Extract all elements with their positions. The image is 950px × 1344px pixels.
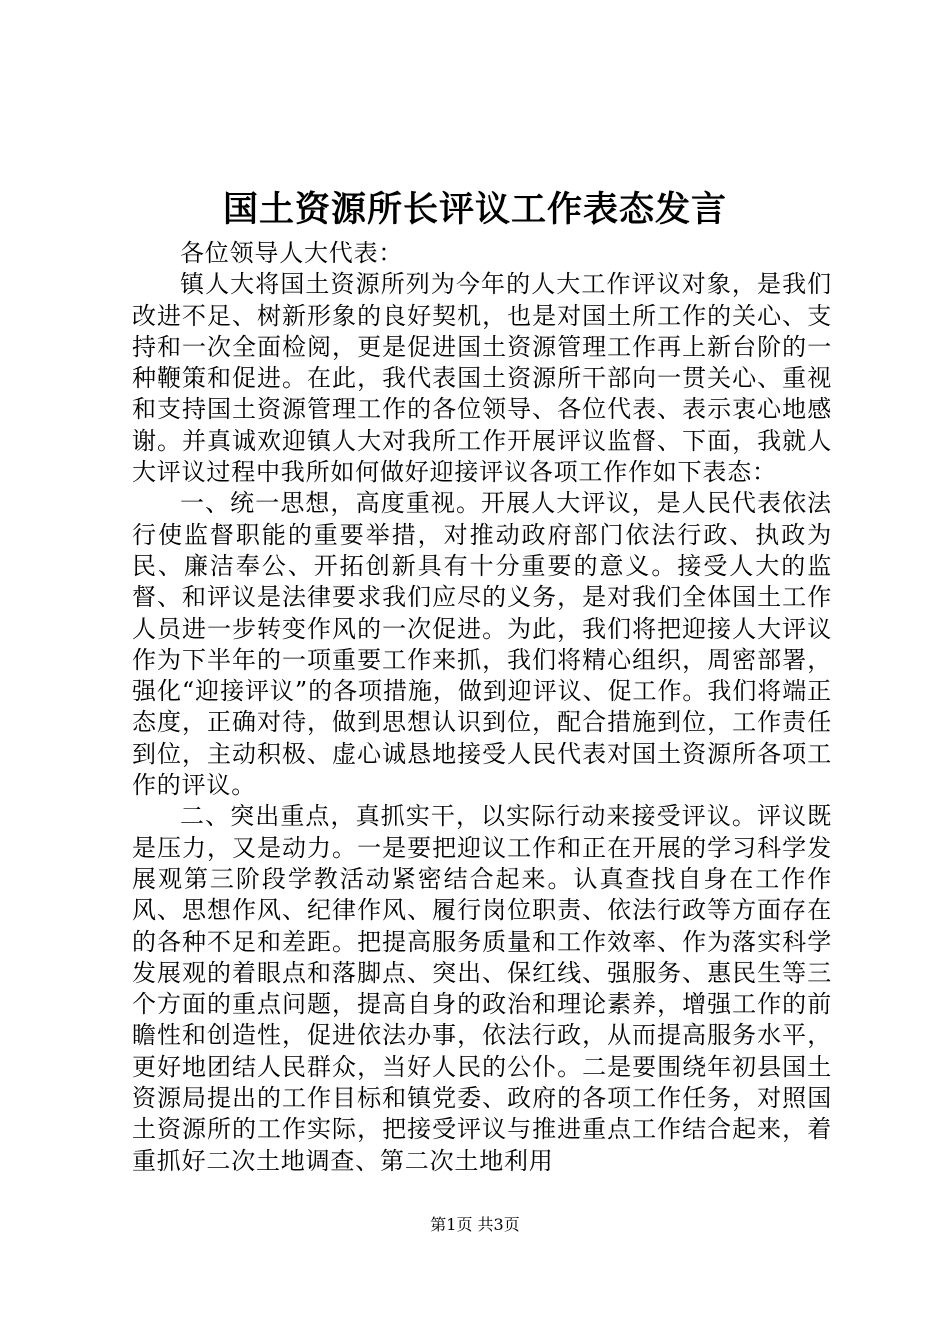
paragraph-section-one: 一、统一思想，高度重视。开展人大评议，是人民代表依法行使监督职能的重要举措，对推动政府部门依法行政、执政为民、廉洁奉公、开拓创新具有十分重要的意义。接受人大的监督、和评议是法律要求我们应尽的义务，是对我们全体国土工作人员进一步转变作风的一次促进。为此，我们将把迎接人大评议作为下半年的一项重要工作来抓，我们将精心组织，周密部署，强化“迎接评议”的各项措施，做到迎评议、促工作。我们将端正态度，正确对待，做到思想认识到位，配合措施到位，工作责任到位，主动积极、虚心诚恳地接受人民代表对国土资源所各项工作的评议。 <box>132 489 832 800</box>
salutation: 各位领导人大代表： <box>180 239 404 267</box>
paragraph-intro: 镇人大将国土资源所列为今年的人大工作评议对象，是我们改进不足、树新形象的良好契机，也是对国土所工作的关心、支持和一次全面检阅，更是促进国土资源管理工作再上新台阶的一种鞭策和促进。在此，我代表国土资源所干部向一贯关心、重视和支持国土资源管理工作的各位领导、各位代表、表示衷心地感谢。并真诚欢迎镇人大对我所工作开展评议监督、下面，我就人大评议过程中我所如何做好迎接评议各项工作作如下表态： <box>132 270 832 487</box>
document-body <box>132 238 832 1177</box>
page-title: 国土资源所长评议工作表态发言 <box>222 189 727 230</box>
page-footer: 第1页 共3页 <box>430 1215 520 1234</box>
paragraph-section-two: 二、突出重点，真抓实干，以实际行动来接受评议。评议既是压力，又是动力。一是要把迎议工作和正在开展的学习科学发展观第三阶段学教活动紧密结合起来。认真查找自身在工作作风、思想作风、纪律作风、履行岗位职责、依法行政等方面存在的各种不足和差距。把提高服务质量和工作效率、作为落实科学发展观的着眼点和落脚点、突出、保红线、强服务、惠民生等三个方面的重点问题，提高自身的政治和理论素养，增强工作的前瞻性和创造性，促进依法办事，依法行政，从而提高服务水平，更好地团结人民群众，当好人民的公仆。二是要围绕年初县国土资源局提出的工作目标和镇党委、政府的各项工作任务，对照国土资源所的工作实际，把接受评议与推进重点工作结合起来，着重抓好二次土地调查、第二次土地利用 <box>132 802 832 1175</box>
